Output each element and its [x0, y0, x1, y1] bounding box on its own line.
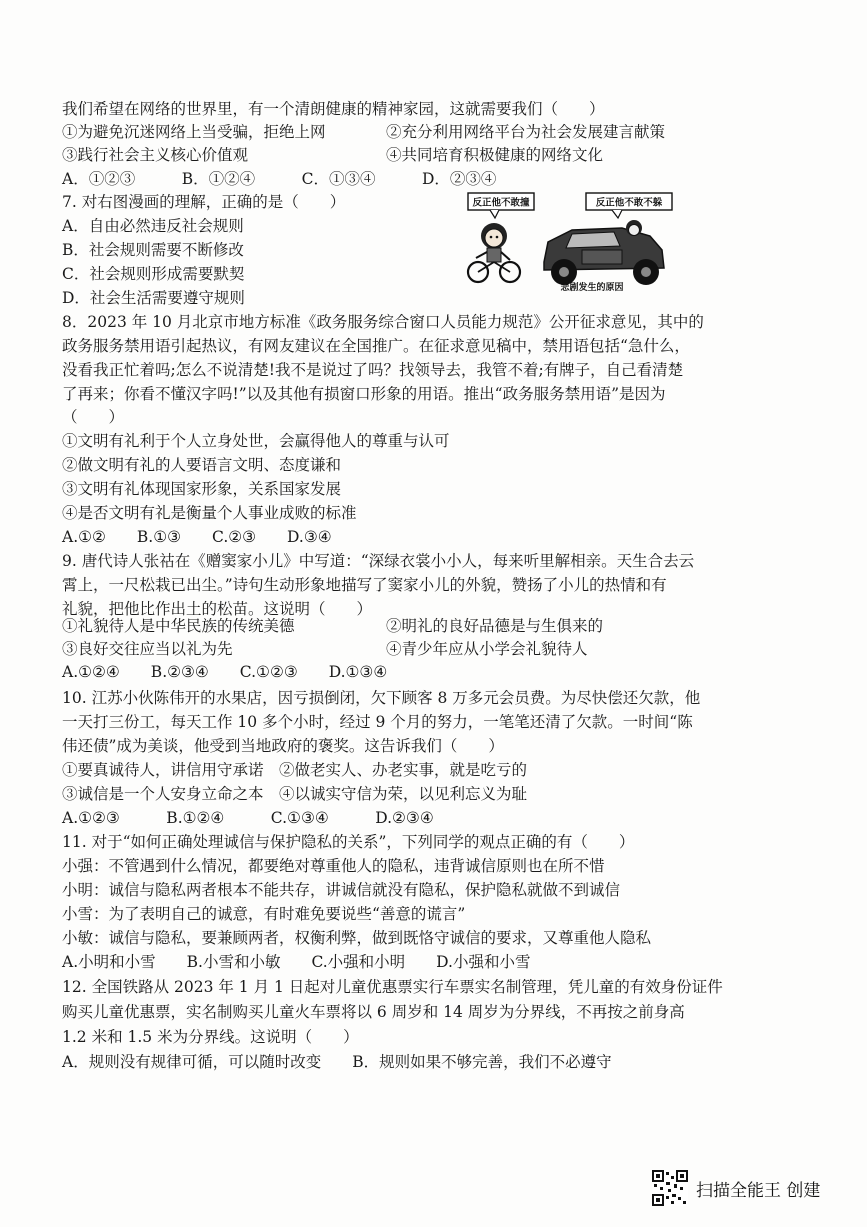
q8-line-4: 了再来；你看不懂汉字吗!”以及其他有损窗口形象的用语。推出“政务服务禁用语”是因为 — [62, 385, 666, 403]
q6-statement-4: ④共同培育积极健康的网络文化 — [386, 146, 604, 164]
q9-statement-3: ③良好交往应当以礼为先 — [62, 640, 233, 658]
q12-options: A．规则没有规律可循，可以随时改变 B．规则如果不够完善，我们不必遵守 — [62, 1053, 612, 1071]
q11-view-xiaoqiang: 小强：不管遇到什么情况，都要绝对尊重他人的隐私，违背诚信原则也在所不惜 — [62, 857, 605, 875]
q12-line-2: 购买儿童优惠票，实名制购买儿童火车票将以 6 周岁和 14 周岁为分界线，不再按之前身高 — [62, 1003, 685, 1021]
q8-statement-1: ①文明有礼利于个人立身处世，会赢得他人的尊重与认可 — [62, 432, 450, 450]
q9-line-1: 9. 唐代诗人张祜在《赠窦家小儿》中写道：“深绿衣裳小小人，每来听里解相亲。天生合去云 — [62, 552, 695, 570]
q10-statements-3-4: ③诚信是一个人安身立命之本 ④以诚实守信为荣，以见利忘义为耻 — [62, 785, 528, 803]
q9-statement-4: ④青少年应从小学会礼貌待人 — [386, 640, 588, 658]
q8-statement-3: ③文明有礼体现国家形象，关系国家发展 — [62, 480, 342, 498]
q11-view-xiaoxue: 小雪：为了表明自己的诚意，有时难免要说些“善意的谎言” — [62, 905, 466, 923]
q7-option-d: D．社会生活需要遵守规则 — [62, 289, 245, 307]
q8-statement-4: ④是否文明有礼是衡量个人事业成败的标准 — [62, 504, 357, 522]
q6-statement-3: ③践行社会主义核心价值观 — [62, 146, 249, 164]
car-figure — [544, 220, 664, 285]
cartoon-caption: 悲剧发生的原因 — [560, 283, 624, 293]
q7-stem: 7. 对右图漫画的理解，正确的是（ ） — [62, 193, 346, 211]
scanner-watermark: 扫描全能王 创建 — [696, 1181, 821, 1201]
q6-statement-2: ②充分利用网络平台为社会发展建言献策 — [386, 123, 666, 141]
q9-statement-2: ②明礼的良好品德是与生俱来的 — [386, 617, 604, 635]
cartoon-bubble-right: 反正他不敢不躲 — [595, 197, 663, 209]
q11-options: A.小明和小雪 B.小雪和小敏 C.小强和小明 D.小强和小雪 — [62, 953, 531, 971]
q7-option-b: B．社会规则需要不断修改 — [62, 241, 244, 259]
q9-statement-1: ①礼貌待人是中华民族的传统美德 — [62, 617, 295, 635]
q8-line-1: 8．2023 年 10 月北京市地方标准《政务服务综合窗口人员能力规范》公开征求意见，其中的 — [62, 313, 704, 331]
q8-options: A.①② B.①③ C.②③ D.③④ — [62, 528, 332, 546]
cartoon-bubble-left: 反正他不敢撞 — [472, 197, 530, 209]
q9-options: A.①②④ B.②③④ C.①②③ D.①③④ — [62, 663, 388, 681]
q10-statements-1-2: ①要真诚待人，讲信用守承诺 ②做老实人、办老实事，就是吃亏的 — [62, 761, 528, 779]
q12-line-3: 1.2 米和 1.5 米为分界线。这说明（ ） — [62, 1028, 359, 1046]
q10-line-3: 伟还债”成为美谈，他受到当地政府的褒奖。这告诉我们（ ） — [62, 737, 504, 755]
q8-statement-2: ②做文明有礼的人要语言文明、态度谦和 — [62, 456, 342, 474]
q6-stem: 我们希望在网络的世界里，有一个清朗健康的精神家园，这就需要我们（ ） — [62, 100, 605, 118]
q8-line-3: 没看我正忙着吗;怎么不说清楚!我不是说过了吗？找领导去，我管不着;有牌子，自己看清楚 — [62, 361, 684, 379]
q11-view-xiaoming: 小明：诚信与隐私两者根本不能共存，讲诚信就没有隐私，保护隐私就做不到诚信 — [62, 881, 621, 899]
q10-line-1: 10. 江苏小伙陈伟开的水果店，因亏损倒闭，欠下顾客 8 万多元会员费。为尽快偿还欠款，他 — [62, 689, 701, 707]
q10-line-2: 一天打三份工，每天工作 10 多个小时，经过 9 个月的努力，一笔笔还清了欠款。一时间“陈 — [62, 713, 693, 731]
q8-line-5: （ ） — [62, 408, 125, 426]
q9-line-3: 礼貌，把他比作出土的松苗。这说明（ ） — [62, 600, 373, 618]
q8-line-2: 政务服务禁用语引起热议，有网友建议在全国推广。在征求意见稿中，禁用语包括“急什么， — [62, 337, 690, 355]
q6-statement-1: ①为避免沉迷网络上当受骗，拒绝上网 — [62, 123, 326, 141]
q9-line-2: 霄上，一尺松栽已出尘。”诗句生动形象地描写了窦家小儿的外貌，赞扬了小儿的热情和有 — [62, 576, 667, 594]
q7-option-c: C．社会规则形成需要默契 — [62, 265, 245, 283]
q7-option-a: A．自由必然违反社会规则 — [62, 217, 244, 235]
q10-options: A.①②③ B.①②④ C.①③④ D.②③④ — [62, 809, 434, 827]
q11-view-xiaomin: 小敏：诚信与隐私，要兼顾两者，权衡利弊，做到既恪守诚信的要求，又尊重他人隐私 — [62, 929, 652, 947]
q6-options: A．①②③ B．①②④ C．①③④ D．②③④ — [62, 170, 497, 188]
q7-cartoon-illustration — [462, 190, 684, 294]
cyclist-figure — [468, 223, 520, 282]
qr-code-icon — [652, 1170, 688, 1206]
q11-stem: 11. 对于“如何正确处理诚信与保护隐私的关系”，下列同学的观点正确的有（ ） — [62, 833, 635, 851]
q12-line-1: 12. 全国铁路从 2023 年 1 月 1 日起对儿童优惠票实行车票实名制管理，凭儿童的有效身份证件 — [62, 978, 723, 996]
